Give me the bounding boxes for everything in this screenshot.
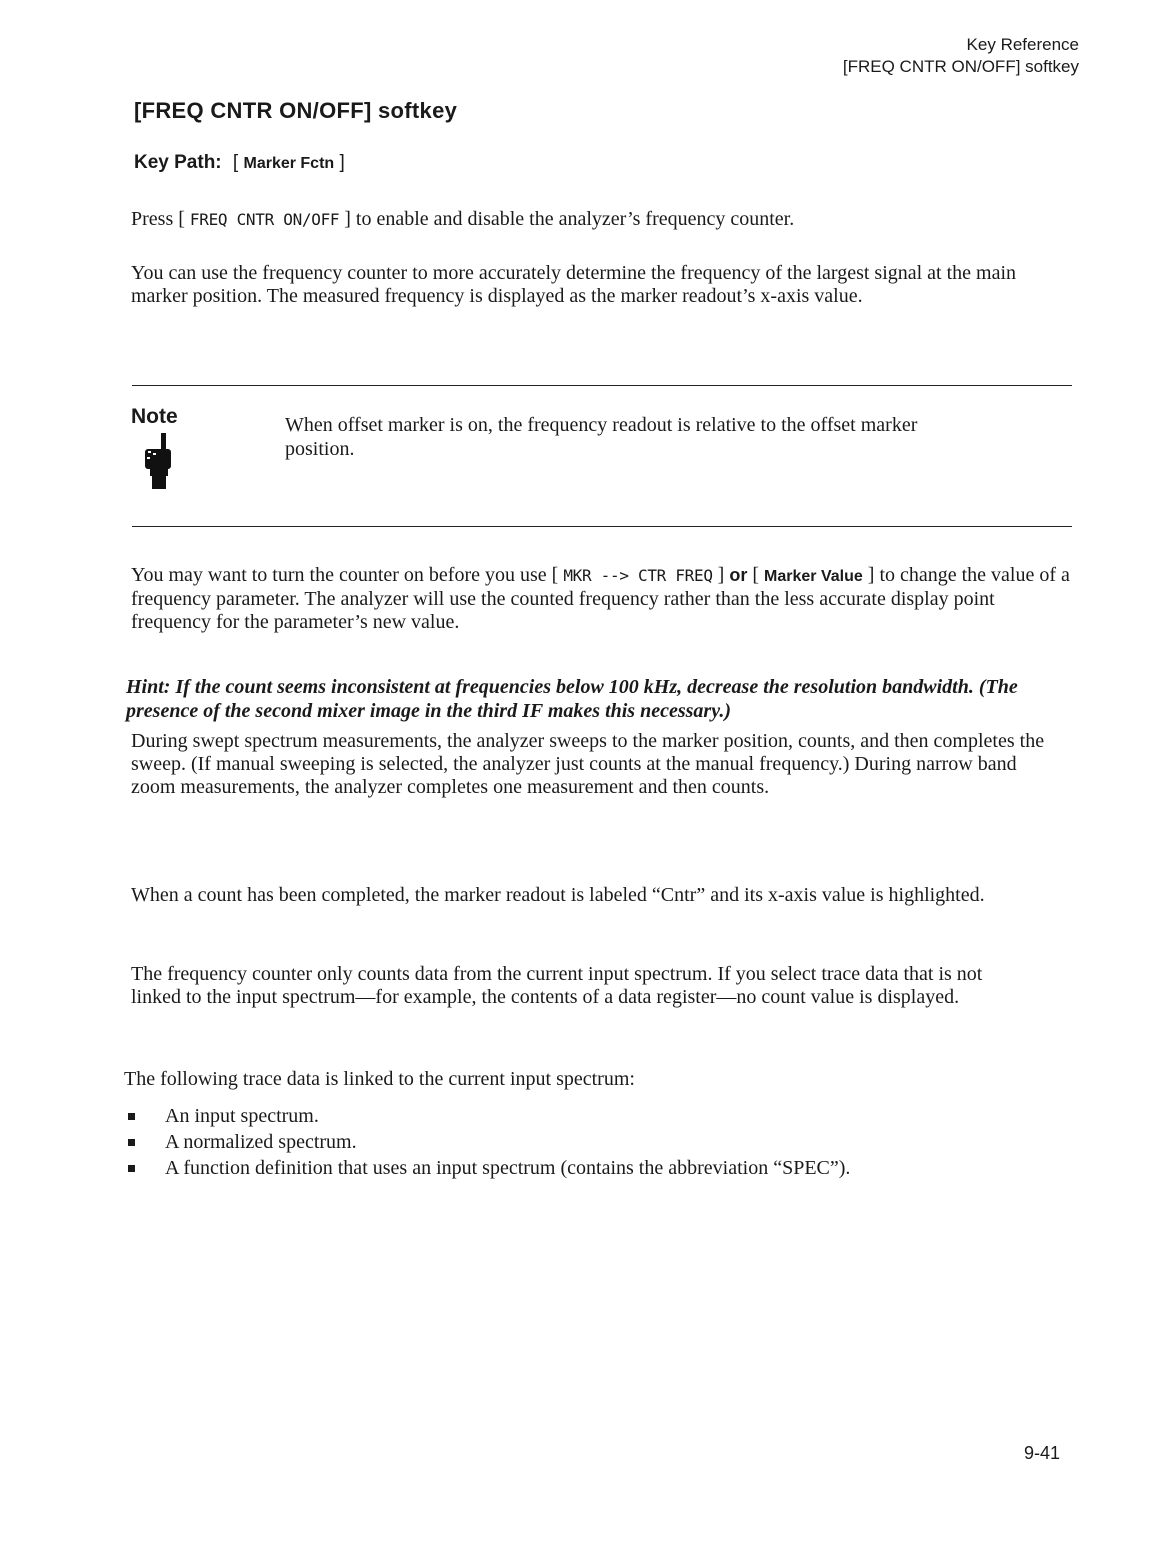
- header-topic: [FREQ CNTR ON/OFF] softkey: [842, 57, 1079, 76]
- header-section: Key Reference: [966, 35, 1079, 54]
- list-item: A function definition that uses an input spectrum (contains the abbreviation “SPEC”).: [122, 1155, 850, 1181]
- note-label: Note: [131, 405, 178, 428]
- pointing-hand-icon: [142, 432, 174, 495]
- marker-fctn-key: Marker Fctn: [243, 155, 335, 172]
- running-header: [843, 34, 1079, 78]
- swept-paragraph: During swept spectrum measurements, the analyzer sweeps to the marker position, counts, and then completes the sweep. (If manual sweeping is selected, the analyzer just counts at the manual frequency.) During narrow band zoom measurements, the analyzer completes one measurement and then counts.: [131, 730, 1045, 798]
- intro-paragraph: Press [ FREQ CNTR ON/OFF ] to enable and disable the analyzer’s frequency counter.: [131, 208, 795, 230]
- bullet-square-icon: [128, 1165, 135, 1172]
- linked-trace-list: [122, 1103, 850, 1181]
- count-paragraph: When a count has been completed, the marker readout is labeled “Cntr” and its x-axis value is highlighted.: [131, 884, 985, 906]
- freq-cntr-key: FREQ CNTR ON/OFF: [189, 210, 340, 229]
- key-path: [134, 152, 345, 174]
- key-path-label: Key Path:: [134, 152, 222, 173]
- bullet-square-icon: [128, 1113, 135, 1120]
- hint-paragraph: [126, 675, 1076, 723]
- description-paragraph: You can use the frequency counter to more accurately determine the frequency of the largest signal at the main marker position. The measured frequency is displayed as the marker readout’s x-axis value.: [131, 262, 1017, 307]
- note-bottom-rule: [132, 526, 1072, 527]
- note-text: When offset marker is on, the frequency readout is relative to the offset marker position.: [285, 414, 918, 460]
- bullet-square-icon: [128, 1139, 135, 1146]
- input-spectrum-paragraph: The frequency counter only counts data from the current input spectrum. If you select trace data that is not linked to the input spectrum—for example, the contents of a data register—no count value is displayed.: [131, 963, 983, 1008]
- linked-trace-intro: The following trace data is linked to the current input spectrum:: [124, 1068, 635, 1090]
- bracket-close: ]: [339, 152, 345, 173]
- list-item: An input spectrum.: [122, 1103, 850, 1129]
- page-number: 9-41: [1024, 1443, 1061, 1463]
- key-path-key: [233, 152, 345, 173]
- hint-text: If the count seems inconsistent at frequencies below 100 kHz, decrease the resolution bandwidth. (The presence of the second mixer image in the third IF makes this necessary.): [126, 676, 1018, 722]
- page-title: [FREQ CNTR ON/OFF] softkey: [134, 98, 458, 123]
- marker-value-key: Marker Value: [764, 568, 863, 585]
- bracket-open: [: [232, 152, 239, 173]
- mkr-ctr-freq-key: MKR --> CTR FREQ: [563, 566, 713, 585]
- list-item: A normalized spectrum.: [122, 1129, 850, 1155]
- note-top-rule: [132, 385, 1072, 386]
- hint-label: Hint:: [126, 676, 171, 698]
- usage-paragraph: You may want to turn the counter on before you use [ MKR --> CTR FREQ ] or [ Marker Value ] to change the value of a frequency parameter. The analyzer will use the counted frequency rather than the less accurate display point frequency for the parameter’s new value.: [131, 564, 1070, 633]
